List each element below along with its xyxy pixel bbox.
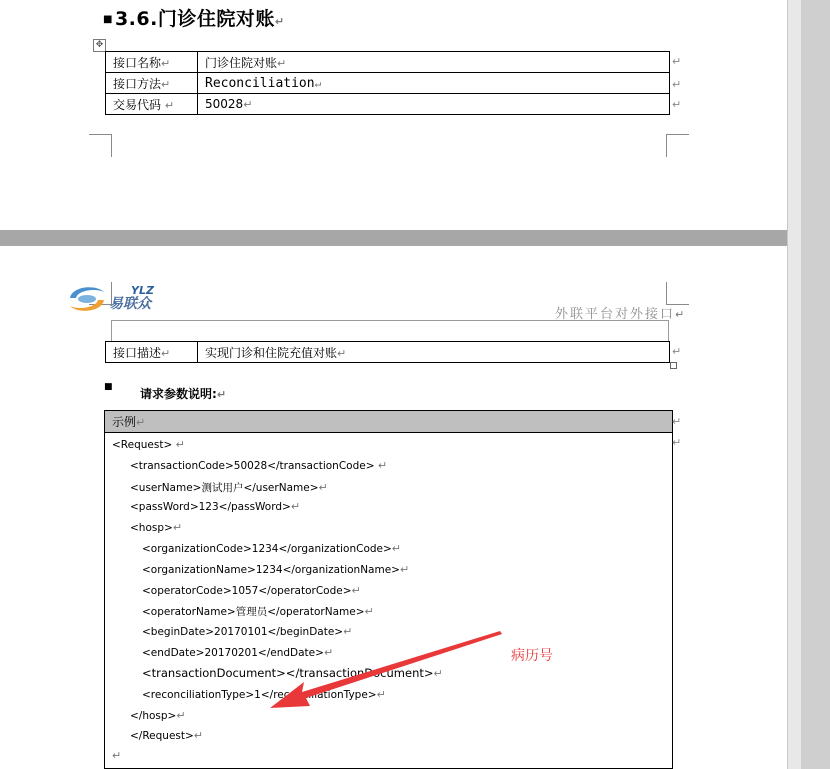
table-cell-label[interactable]: 交易代码 ↵ [106,94,198,115]
interface-description-table [105,341,670,363]
table-row [106,94,670,115]
side-panel-background [801,0,830,769]
heading-text: 门诊住院对账 [157,8,275,30]
table-move-handle-icon[interactable]: ✥ [93,39,106,52]
row-end-mark: ↵ [672,78,682,91]
row-end-mark: ↵ [672,98,682,111]
code-line[interactable]: </Request>↵ [130,729,204,742]
list-bullet: ■ [104,382,113,392]
table-cell-label[interactable]: 接口描述↵ [106,342,198,363]
logo-abbr: YLZ [131,284,154,297]
header-frame [111,320,669,342]
code-line[interactable]: <beginDate>20170101</beginDate>↵ [142,625,353,638]
table-cell-label[interactable]: 接口名称↵ [106,52,198,73]
code-line-end[interactable]: ↵ [112,749,122,762]
code-line[interactable]: <transactionDocument></transactionDocument>↵ [142,666,443,680]
table-cell-label[interactable]: 接口方法↵ [106,73,198,94]
page-header-title: 外联平台对外接口↵ [555,307,687,322]
table-cell-value[interactable]: Reconciliation↵ [198,73,670,94]
code-line[interactable]: <passWord>123</passWord>↵ [130,500,301,513]
code-line[interactable]: <userName>测试用户</userName>↵ [130,481,328,494]
code-line[interactable]: <reconciliationType>1</reconciliationType>↵ [142,688,386,701]
table-cell-value[interactable]: 实现门诊和住院充值对账↵ [198,342,670,363]
document-page-1 [0,0,787,230]
code-line[interactable]: </hosp>↵ [130,709,186,722]
code-line[interactable]: <organizationName>1234</organizationName>↵ [142,563,410,576]
table-row [106,342,670,363]
annotation-arrow-icon [264,628,504,716]
section-heading: ■ 3.6.门诊住院对账↵ [103,8,285,30]
logo-text: 易联众 [109,296,151,312]
crop-mark-right [666,282,689,305]
heading-number: 3.6. [114,8,158,30]
table-resize-handle[interactable] [670,362,677,369]
table-cell-value[interactable]: 门诊住院对账↵ [198,52,670,73]
crop-mark-left [89,134,112,157]
vertical-scrollbar[interactable] [787,0,802,769]
example-header[interactable]: 示例↵ [105,411,672,433]
interface-info-table [105,51,670,115]
code-line[interactable]: <hosp>↵ [130,521,183,534]
row-end-mark: ↵ [672,345,682,358]
code-line[interactable]: <operatorCode>1057</operatorCode>↵ [142,584,361,597]
table-cell-value[interactable]: 50028↵ [198,94,670,115]
annotation-label: 病历号 [511,648,553,664]
row-end-mark: ↵ [672,436,682,449]
code-line[interactable]: <transactionCode>50028</transactionCode> ↵ [130,459,388,472]
table-row [106,73,670,94]
code-line[interactable]: <operatorName>管理员</operatorName>↵ [142,605,374,618]
crop-mark-right [666,134,689,157]
code-line[interactable]: <organizationCode>1234</organizationCode>↵ [142,542,402,555]
row-end-mark: ↵ [672,55,682,68]
heading-bullet: ■ [103,14,113,25]
company-logo-icon [66,282,108,316]
code-line[interactable]: <Request> ↵ [112,438,185,451]
row-end-mark: ↵ [672,415,682,428]
request-params-title: 请求参数说明:↵ [140,387,227,401]
table-row [106,52,670,73]
code-line[interactable]: <endDate>20170201</endDate>↵ [142,646,334,659]
